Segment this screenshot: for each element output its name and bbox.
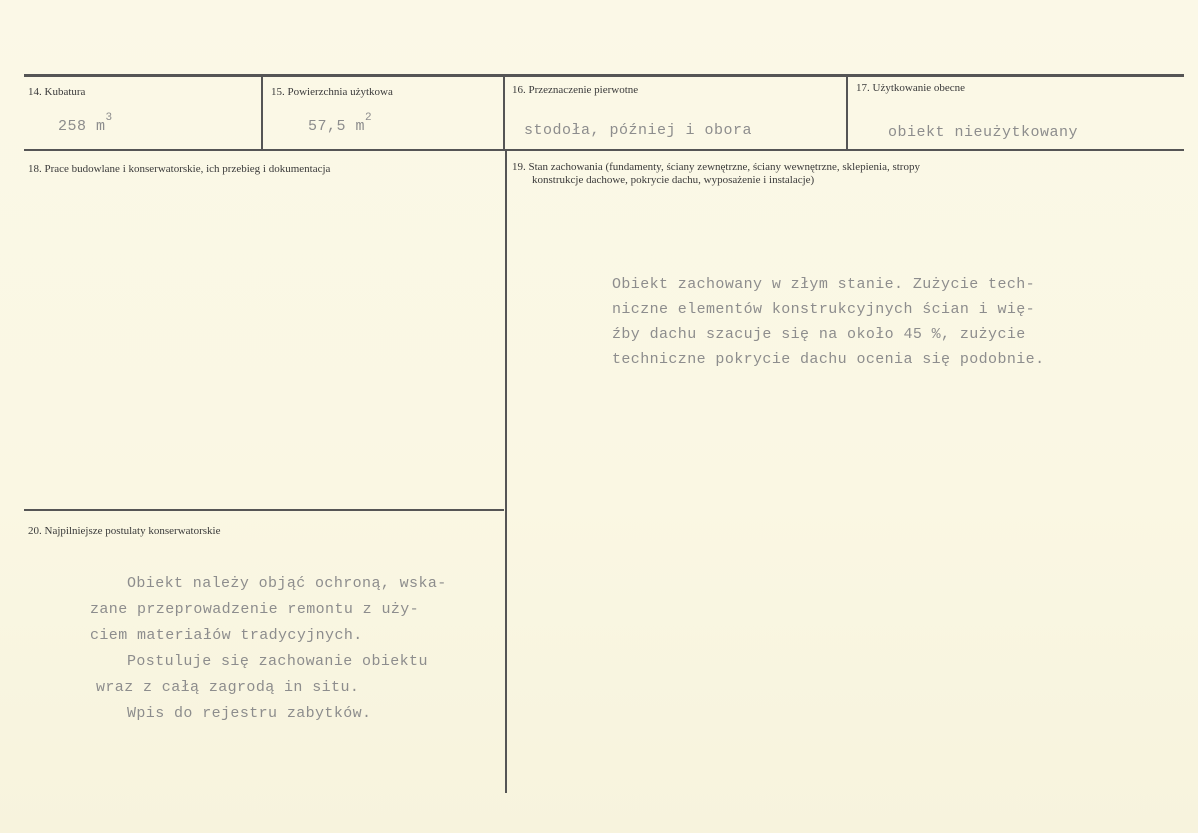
top-rule <box>24 74 1184 77</box>
field-19-text-line: techniczne pokrycie dachu ocenia się podobnie. <box>612 351 1045 368</box>
field-15-value: 57,5 $m^2$ <box>308 112 373 135</box>
divider-16-17 <box>846 76 848 150</box>
field-19-label-line-2: konstrukcje dachowe, pokrycie dachu, wyposażenie i instalacje) <box>532 174 815 186</box>
field-19-text-line: źby dachu szacuje się na około 45 %, zużycie <box>612 326 1026 343</box>
field-19-text-line: Obiekt zachowany w złym stanie. Zużycie tech- <box>612 276 1036 293</box>
field-20-text-line: Postuluje się zachowanie obiektu <box>127 653 428 670</box>
field-19-text-line: niczne elementów konstrukcyjnych ścian i wię- <box>612 301 1036 318</box>
divider-14-15 <box>261 76 263 150</box>
field-17-label: 17. Użytkowanie obecne <box>856 82 966 94</box>
field-16-label: 16. Przeznaczenie pierwotne <box>512 84 639 96</box>
field-20-text-line: zane przeprowadzenie remontu z uży- <box>90 601 420 618</box>
field-19-label-line-1: 19. Stan zachowania (fundamenty, ściany zewnętrzne, ściany wewnętrzne, sklepienia, stropy <box>512 161 920 173</box>
field-19-text <box>612 272 1044 372</box>
field-20-text-line: ciem materiałów tradycyjnych. <box>90 627 363 644</box>
field-14-label: 14. Kubatura <box>28 86 86 98</box>
field-17-value: obiekt nieużytkowany <box>888 124 1079 141</box>
field-14-value: 258 $m^3$ <box>58 112 113 135</box>
field-16-value: stodoła, później i obora <box>524 122 753 139</box>
field-20-text-line: Wpis do rejestru zabytków. <box>127 705 372 722</box>
divider-15-16 <box>503 76 505 150</box>
field-15-label: 15. Powierzchnia użytkowa <box>271 86 393 98</box>
field-20-text <box>0 571 447 727</box>
section-18-20-rule <box>24 509 504 511</box>
divider-main <box>505 150 507 793</box>
field-20-label: 20. Najpilniejsze postulaty konserwatorskie <box>28 525 221 537</box>
field-18-label: 18. Prace budowlane i konserwatorskie, ich przebieg i dokumentacja <box>28 163 331 175</box>
row-rule <box>24 149 1184 151</box>
field-20-text-line: Obiekt należy objąć ochroną, wska- <box>127 575 447 592</box>
field-20-text-line: wraz z całą zagrodą in situ. <box>96 679 360 696</box>
